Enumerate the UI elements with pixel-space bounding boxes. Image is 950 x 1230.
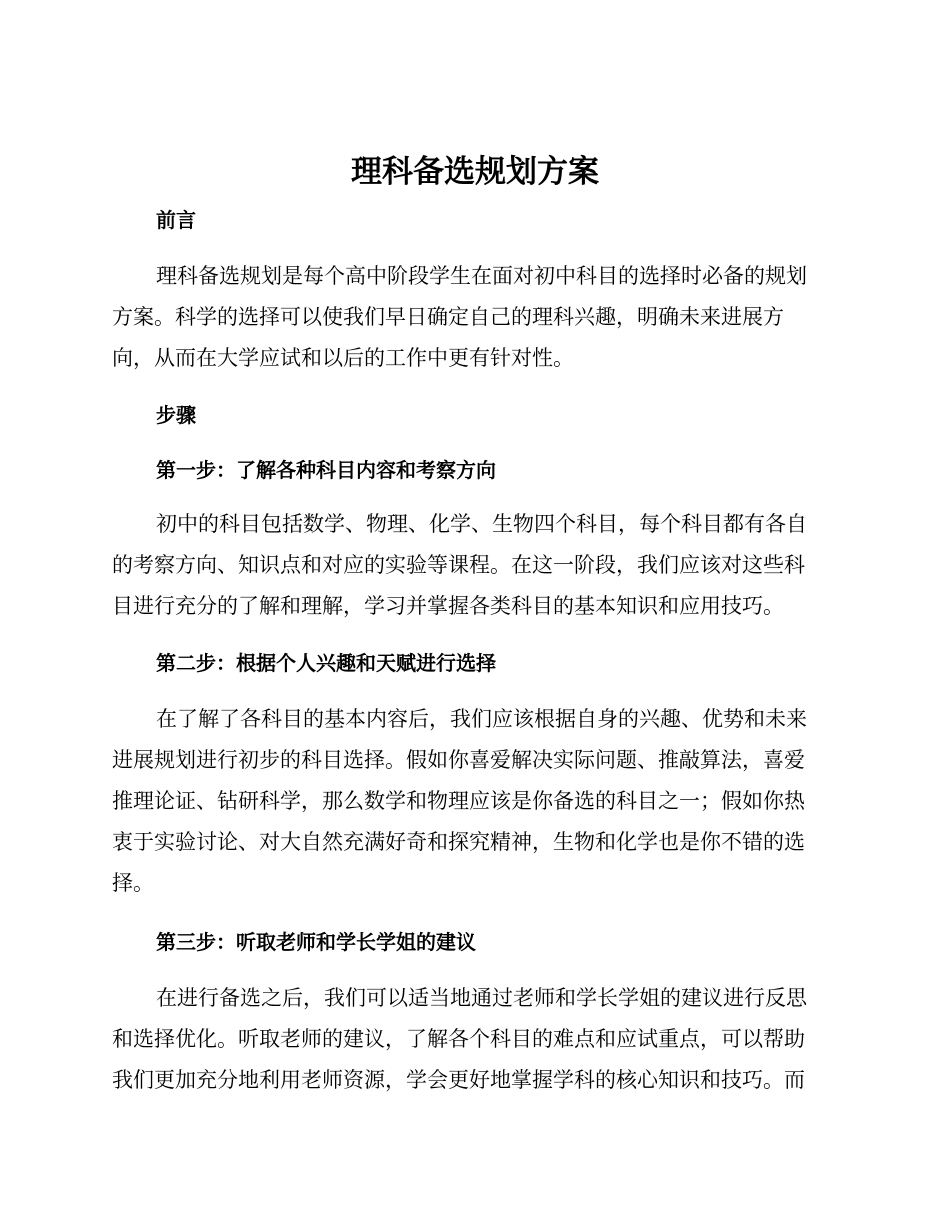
paragraph-line: 初中的科目包括数学、物理、化学、生物四个科目，每个科目都有各自 <box>156 512 807 536</box>
paragraph-step3 <box>112 978 832 1101</box>
section-heading-step2: 第二步：根据个人兴趣和天赋进行选择 <box>156 651 496 675</box>
section-heading-step3: 第三步：听取老师和学长学姐的建议 <box>156 930 476 954</box>
paragraph-line: 理科备选规划是每个高中阶段学生在面对初中科目的选择时必备的规划 <box>156 264 807 288</box>
paragraph-step2 <box>112 699 832 904</box>
document-title: 理科备选规划方案 <box>351 154 599 190</box>
paragraph-line: 向，从而在大学应试和以后的工作中更有针对性。 <box>112 346 574 370</box>
paragraph-line: 的考察方向、知识点和对应的实验等课程。在这一阶段，我们应该对这些科 <box>112 553 805 577</box>
paragraph-line: 在进行备选之后，我们可以适当地通过老师和学长学姐的建议进行反思 <box>156 986 807 1010</box>
paragraph-line: 我们更加充分地利用老师资源，学会更好地掌握学科的核心知识和技巧。而 <box>112 1068 805 1092</box>
paragraph-line: 目进行充分的了解和理解，学习并掌握各类科目的基本知识和应用技巧。 <box>112 594 784 618</box>
section-heading-steps: 步骤 <box>156 403 196 427</box>
section-heading-preface: 前言 <box>156 208 196 232</box>
paragraph-line: 择。 <box>112 871 154 895</box>
paragraph-line: 和选择优化。听取老师的建议，了解各个科目的难点和应试重点，可以帮助 <box>112 1027 805 1051</box>
paragraph-line: 进展规划进行初步的科目选择。假如你喜爱解决实际问题、推敲算法，喜爱 <box>112 748 805 772</box>
paragraph-line: 衷于实验讨论、对大自然充满好奇和探究精神，生物和化学也是你不错的选 <box>112 830 805 854</box>
paragraph-line: 在了解了各科目的基本内容后，我们应该根据自身的兴趣、优势和未来 <box>156 707 807 731</box>
paragraph-line: 推理论证、钻研科学，那么数学和物理应该是你备选的科目之一；假如你热 <box>112 789 805 813</box>
paragraph-step1 <box>112 504 832 627</box>
paragraph-line: 方案。科学的选择可以使我们早日确定自己的理科兴趣，明确未来进展方 <box>112 305 784 329</box>
paragraph-preface <box>112 256 832 379</box>
section-heading-step1: 第一步：了解各种科目内容和考察方向 <box>156 458 496 482</box>
